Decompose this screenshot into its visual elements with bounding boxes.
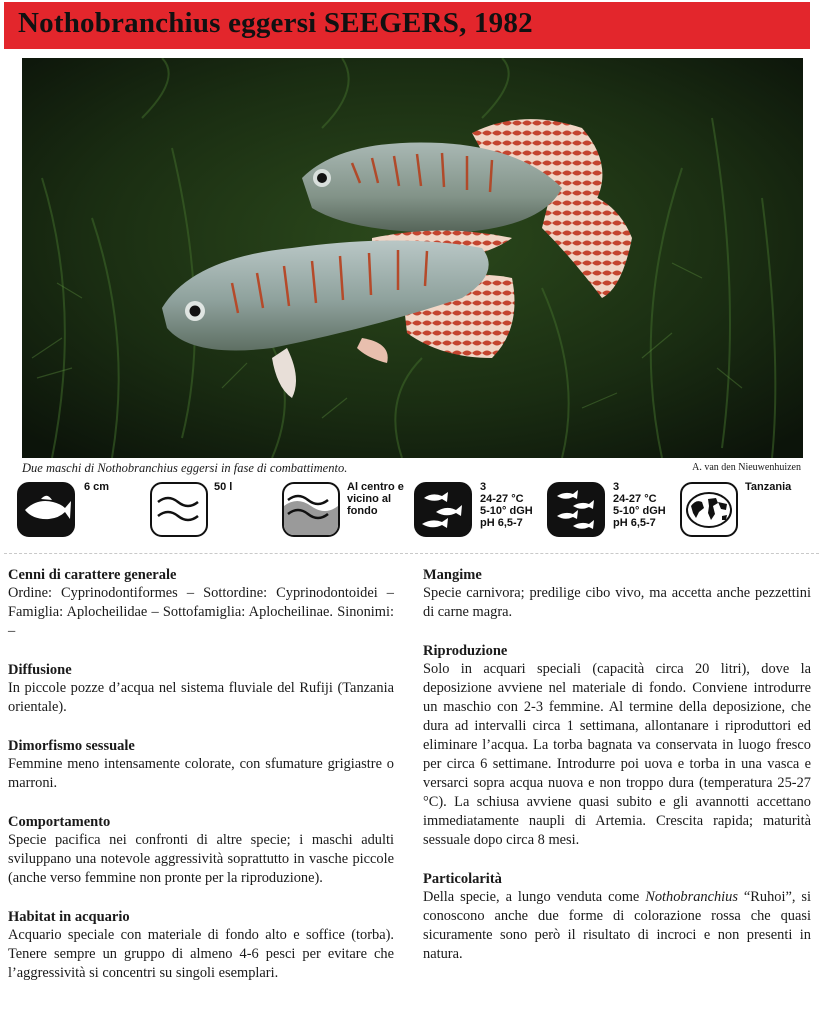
section-heading: Comportamento	[8, 814, 111, 830]
notes-text-post: “Ruhoi”, si conoscono anche due forme di colorazione rossa che quasi sicuramente sono però il risultato di incroci e non presenti in natura.	[423, 889, 811, 962]
section-habitat	[8, 908, 394, 983]
section-body: In piccole pozze d’acqua nel sistema fluviale del Rufiji (Tanzania orientale).	[8, 680, 394, 715]
swim-zone-icon	[282, 482, 340, 537]
fish-size-icon	[17, 482, 75, 537]
right-column	[423, 566, 811, 984]
fish-photo-image	[22, 58, 803, 458]
caption-text: Due maschi di Nothobranchius eggersi in fase di combattimento.	[22, 461, 348, 475]
section-heading: Particolarità	[423, 871, 502, 887]
notes-text-pre: Della specie, a lungo venduta come	[423, 889, 646, 905]
section-general	[8, 566, 394, 641]
section-food	[423, 566, 811, 622]
photo-credit: A. van den Nieuwenhuizen	[692, 462, 801, 473]
separator-line	[4, 553, 819, 554]
title-bar	[4, 2, 810, 49]
swim-zone-label: Al centro e vicino al fondo	[347, 481, 404, 517]
water-conditions-label-2: 3 24-27 °C 5-10° dGH pH 6,5-7	[613, 481, 666, 529]
tank-volume-label: 50 l	[214, 481, 233, 493]
section-body: Specie pacifica nei confronti di altre specie; i maschi adulti sviluppano una notevole aggressività soprattutto in vasche piccole (anche verso femmine non pronte per la riproduzione).	[8, 832, 394, 886]
section-body: Ordine: Cyprinodontiformes – Sottordine: Cyprinodontoidei – Famiglia: Aplocheilidae – Sottofamiglia: Aplocheilinae. Sinonimi: –	[8, 585, 394, 639]
section-body: Acquario speciale con materiale di fondo alto e soffice (torba). Tenere sempre un gruppo di almeno 4-6 pesci per evitare che l’aggressività si concentri su singoli esemplari.	[8, 927, 394, 981]
section-heading: Habitat in acquario	[8, 909, 130, 925]
photo-caption	[22, 461, 803, 477]
section-body	[423, 888, 811, 964]
icon-strip	[0, 478, 823, 542]
notes-text-genus: Nothobranchius	[645, 889, 738, 905]
section-body: Femmine meno intensamente colorate, con sfumature grigiastre o marroni.	[8, 756, 394, 791]
world-map-icon	[680, 482, 738, 537]
water-conditions-icon-2	[547, 482, 605, 537]
left-column	[8, 566, 394, 1003]
fish-photo	[22, 58, 803, 458]
section-heading: Riproduzione	[423, 643, 508, 659]
page-title: Nothobranchius eggersi SEEGERS, 1982	[18, 7, 533, 39]
tank-volume-icon	[150, 482, 208, 537]
section-body: Solo in acquari speciali (capacità circa 20 litri), dove la deposizione avviene nel materiale di fondo. Conviene introdurre un maschio con 2-3 femmine. Al termine della deposizione, che dura ad intervalli circa 1 settimana, allontanare i riproduttori ed eliminare l’acqua. La torba bagnata va conservata in luogo fresco per circa 6 settimane. Introdurre poi uova e torba in una vasca e versarci sopra acqua nuova e non troppo dura (temperatura 25-27 °C). La schiusa avviene quasi subito e gli avannotti accettano immediatamente naupli di Artemia. Crescita rapida; maturità sessuale dopo circa 8 mesi.	[423, 661, 811, 848]
water-conditions-icon-1	[414, 482, 472, 537]
section-reproduction	[423, 642, 811, 850]
section-body: Specie carnivora; predilige cibo vivo, ma accetta anche pezzettini di carne magra.	[423, 585, 811, 620]
section-behaviour	[8, 813, 394, 888]
region-label: Tanzania	[745, 481, 792, 493]
section-heading: Dimorfismo sessuale	[8, 738, 135, 754]
section-notes	[423, 870, 811, 964]
section-heading: Mangime	[423, 567, 482, 583]
fish-size-label: 6 cm	[84, 481, 110, 493]
section-heading: Cenni di carattere generale	[8, 567, 177, 583]
section-dimorphism	[8, 737, 394, 793]
water-conditions-label-1: 3 24-27 °C 5-10° dGH pH 6,5-7	[480, 481, 533, 529]
section-distribution	[8, 661, 394, 717]
section-heading: Diffusione	[8, 662, 72, 678]
